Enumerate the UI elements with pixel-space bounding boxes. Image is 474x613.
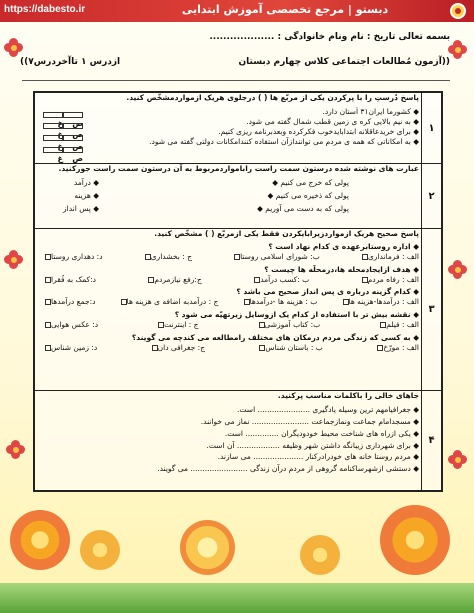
top-banner: [0, 0, 474, 22]
option[interactable]: ج : درآمدبه اضافه ی هزینه ها: [119, 297, 219, 307]
option[interactable]: الف : فرمانداری: [360, 252, 419, 262]
true-option[interactable]: ص: [63, 133, 83, 151]
grass-decoration: [0, 583, 474, 613]
divider: [22, 80, 450, 81]
flower-icon: [448, 260, 468, 280]
fill-blank-item[interactable]: ◆ جغرافیامهم ترین وسیله یادگیری ...................... است.: [237, 404, 419, 414]
option[interactable]: د: دهداری روستا: [43, 252, 103, 262]
sub-question: ◆ نقشه بیش تر با استفاده از کدام یک ازوسایل زیرتهیّه می شود ؟: [174, 310, 419, 320]
option[interactable]: الف : مورّخ: [375, 343, 419, 353]
option[interactable]: ب : هزینه ها -درآمدها: [242, 297, 318, 307]
match-item[interactable]: پولی که خرج می کنیم ◆: [272, 177, 349, 187]
question-row-4: [35, 391, 441, 490]
match-item[interactable]: ◆ هزینه: [74, 190, 99, 200]
statement-text: به نیم بالایی کره ی زمین قطب شمال گفته می شود.: [246, 116, 411, 126]
option[interactable]: د:کمک به فُقرا: [43, 275, 96, 285]
sub-question: ◆ هدف ازایجادمحله ها،درمحلّه ها چیست ؟: [264, 264, 419, 274]
floral-decoration: [0, 500, 474, 613]
option[interactable]: ج : اینترنت: [156, 320, 198, 330]
option[interactable]: د:جمع درآمدها: [43, 297, 95, 307]
site-url[interactable]: https://dabesto.ir: [4, 4, 86, 15]
true-option[interactable]: ص: [63, 145, 83, 163]
statement: ◆ به امکاناتی که همه ی مردم می توانندازآن استفاده کنندامکانات دولتی گفته می شود.: [149, 136, 419, 146]
false-option[interactable]: غ: [43, 121, 63, 139]
sub-question: ◆ کدام گزینه درباره ی پس انداز صحیح می باشد ؟: [236, 287, 419, 297]
match-item[interactable]: پولی که ذخیره می کنیم ◆: [267, 190, 349, 200]
question-row-3: [35, 229, 441, 391]
flower-icon: [300, 535, 340, 575]
flower-icon: [380, 505, 450, 575]
flower-icon: [4, 250, 24, 270]
statement: ◆ کشورما ایران۳۱ اُستان دارد.: [322, 106, 419, 116]
brand-title: دبستو | مرجع تخصصی آموزش ابتدایی: [181, 3, 389, 16]
options-row: [39, 297, 419, 307]
options-row: [39, 275, 419, 285]
exam-title: ((آزمون مُطالعات اجتماعی کلاس چهارم دبستان: [238, 57, 450, 67]
option[interactable]: الف : فیلم: [378, 320, 419, 330]
question-row-2: [35, 164, 441, 229]
statement-text: برای خریدعاقلانه ابتدابایدخوب فکرکرده وبعدبرنامه ریزی کنیم.: [218, 126, 411, 136]
match-item[interactable]: ◆ پس انداز: [63, 203, 99, 213]
fill-blank-item[interactable]: ◆ برای شهرداری زیبانگه داشتن شهر وظیفه .................. آن است.: [206, 440, 419, 450]
question-prompt: جاهای خالی را باکلمات مناسب پرکنید.: [277, 391, 419, 400]
false-option[interactable]: غ: [43, 145, 63, 163]
true-false-options: [39, 145, 83, 163]
statement-text: کشورما ایران۳۱ اُستان دارد.: [322, 106, 411, 116]
true-option[interactable]: ص: [63, 110, 83, 128]
options-row: [39, 343, 419, 353]
option[interactable]: ب :کسب درآمد: [252, 275, 309, 285]
statement: ◆ به نیم بالایی کره ی زمین قطب شمال گفته می شود.: [246, 116, 419, 126]
option[interactable]: ب : باستان شناس: [257, 343, 322, 353]
statement: ◆ برای خریدعاقلانه ابتدابایدخوب فکرکرده وبعدبرنامه ریزی کنیم.: [218, 126, 419, 136]
exam-range: ازدرس ۱ تاآخردرس۷)): [20, 57, 121, 67]
flower-icon: [80, 530, 120, 570]
question-number: ۱: [421, 93, 441, 163]
question-number: ۴: [421, 391, 441, 490]
fill-blank-item[interactable]: ◆ مردم روستا خانه های خودرادرکنار ..................... می سازند.: [217, 452, 419, 462]
options-row: [39, 252, 419, 262]
option[interactable]: ب: کتاب آموزشی: [257, 320, 321, 330]
question-prompt: پاسخ صحیح هریک ازمواردزیرابایکردن فقط یکی ازمربّع ( ) مشخّص کنید.: [154, 229, 419, 238]
question-prompt: عبارت های نوشته شده درستون سمت راست رابامواردمربوط به آن درستون سمت راست جورکنید.: [58, 164, 419, 173]
exam-header-line: بسمه تعالی تاریخ : نام ونام خانوادگی : ...................: [209, 32, 450, 42]
flower-icon: [6, 440, 26, 460]
question-number: ۲: [421, 164, 441, 228]
flower-icon: [448, 450, 468, 470]
flower-icon: [180, 520, 235, 575]
option[interactable]: ج: جغرافی دان: [150, 343, 205, 353]
option[interactable]: ج : بخشداری: [143, 252, 192, 262]
options-row: [39, 320, 419, 330]
fill-blank-item[interactable]: ◆ یکی ازراه های شناخت محیط خودودیگران .............. است.: [224, 428, 419, 438]
question-row-1: [35, 93, 441, 164]
true-option[interactable]: ص: [63, 121, 83, 139]
exam-table: [33, 91, 443, 492]
statement-text: به امکاناتی که همه ی مردم می توانندازآن استفاده کنندامکانات دولتی گفته می شود.: [149, 136, 411, 146]
sub-question: ◆ اداره روستابرعهده ی کدام نهاد است ؟: [268, 241, 419, 251]
option[interactable]: د: زمین شناس: [43, 343, 97, 353]
option[interactable]: ج:رفع نیازمردم: [146, 275, 201, 285]
option[interactable]: الف : رفاه مردم: [360, 275, 419, 285]
question-prompt: پاسخ دُرستِ را با پرکردن یکی از مربّع ها ( ) درجلوی هریک ازمواردمشخّص کنید.: [126, 93, 419, 102]
false-option[interactable]: غ: [43, 110, 63, 128]
false-option[interactable]: غ: [43, 133, 63, 151]
option[interactable]: الف : درآمدها-هزینه ها: [341, 297, 419, 307]
match-item[interactable]: ◆ درآمد: [73, 177, 99, 187]
sub-question: ◆ به کسی که زندگی مردم درمکان های مختلف رامطالعه می کندچه می گویند؟: [131, 333, 419, 343]
logo-icon: [450, 3, 466, 19]
flower-icon: [10, 510, 70, 570]
match-left-column: [257, 178, 349, 214]
match-item[interactable]: پولی که به دست می آوریم ◆: [257, 203, 349, 213]
fill-blank-item[interactable]: ◆ مسجدامام جماعت ونمازجماعت ........................ نماز می خوانند.: [200, 416, 419, 426]
match-right-column: [39, 178, 99, 214]
fill-blank-item[interactable]: ◆ دستشی ازشهرساکنامه گروهی از مردم درآن زندگی ........................ می گویند.: [157, 464, 419, 474]
question-number: ۳: [421, 229, 441, 390]
flower-icon: [448, 40, 468, 60]
option[interactable]: ب: شورای اسلامی روستا: [232, 252, 320, 262]
option[interactable]: د: عکس هوایی: [43, 320, 98, 330]
